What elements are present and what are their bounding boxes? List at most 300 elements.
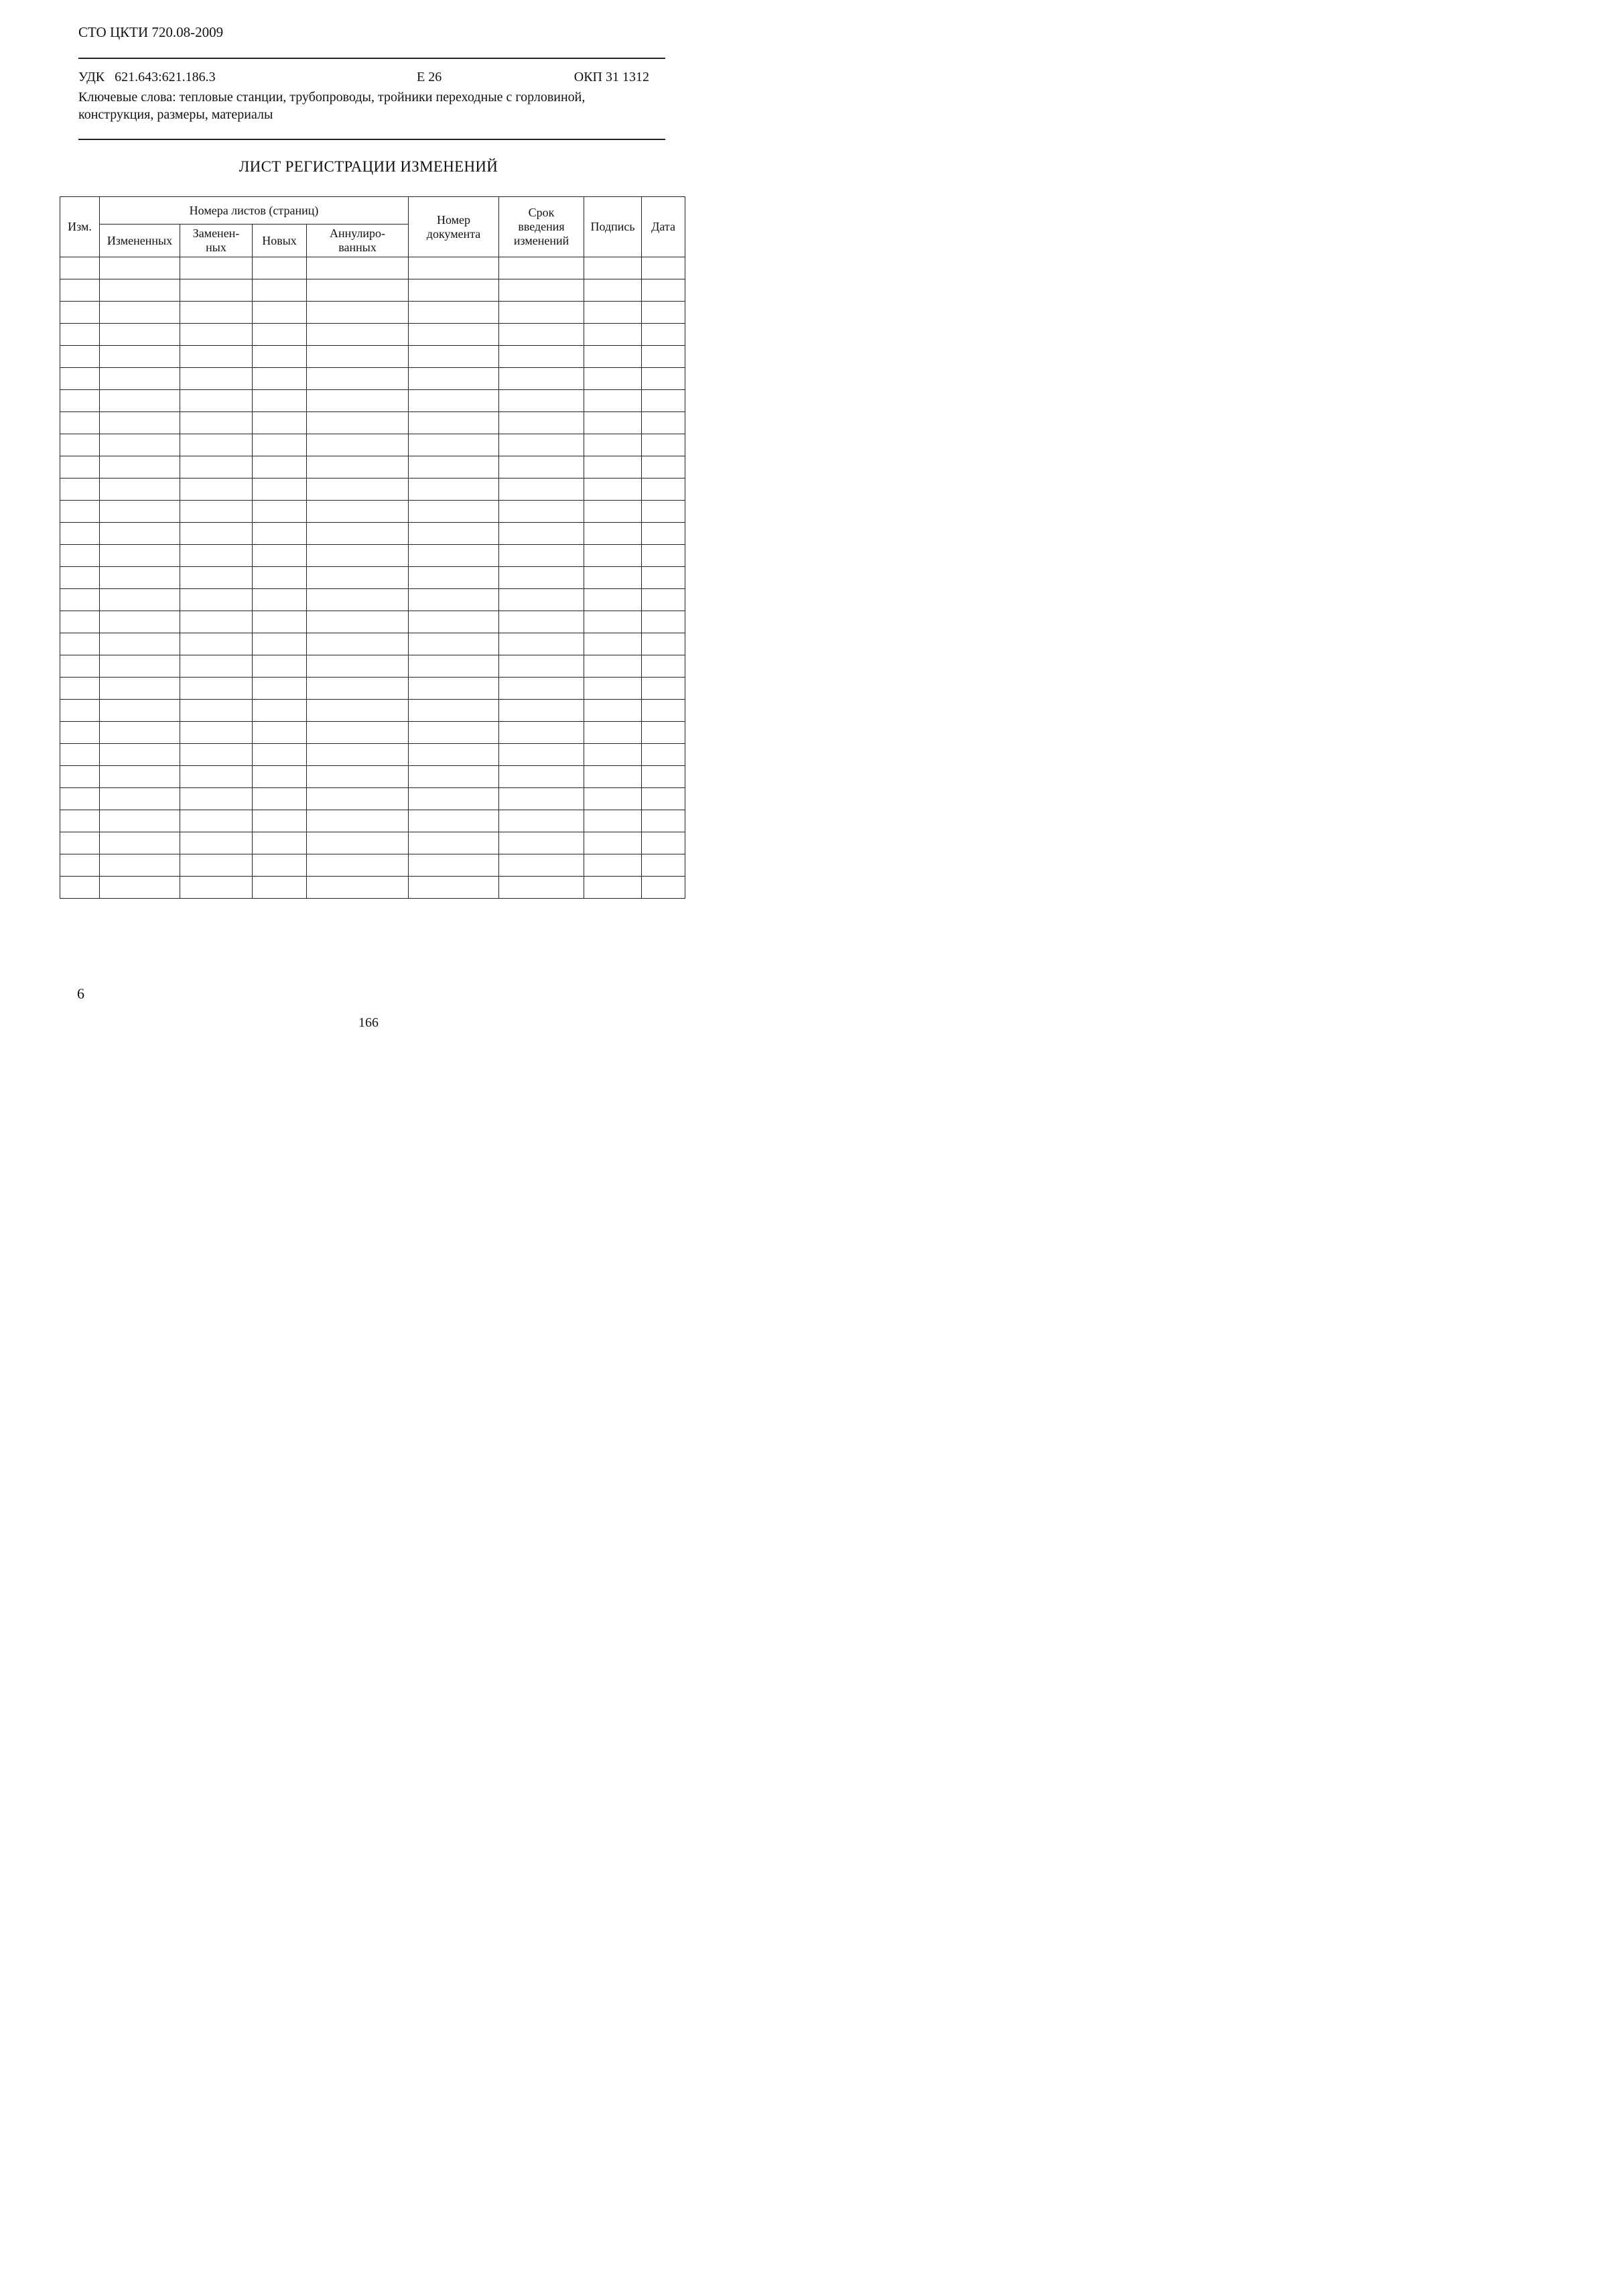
cell-doc-number: [409, 567, 499, 589]
cell-date: [642, 832, 685, 854]
cell-date: [642, 302, 685, 324]
cell-date: [642, 810, 685, 832]
cell-date: [642, 501, 685, 523]
cell-new: [253, 766, 307, 788]
cell-new: [253, 257, 307, 279]
cell-doc-number: [409, 456, 499, 479]
cell-deadline: [499, 279, 584, 302]
cell-izm: [60, 810, 100, 832]
class-code: Е 26: [417, 70, 442, 84]
cell-signature: [584, 611, 642, 633]
cell-deadline: [499, 700, 584, 722]
cell-deadline: [499, 589, 584, 611]
cell-izm: [60, 545, 100, 567]
cell-date: [642, 611, 685, 633]
cell-changed: [100, 501, 180, 523]
cell-annulled: [307, 655, 409, 678]
cell-doc-number: [409, 324, 499, 346]
cell-changed: [100, 368, 180, 390]
cell-replaced: [180, 302, 253, 324]
table-row: [60, 412, 685, 434]
cell-replaced: [180, 456, 253, 479]
cell-date: [642, 766, 685, 788]
cell-date: [642, 257, 685, 279]
cell-new: [253, 479, 307, 501]
cell-replaced: [180, 346, 253, 368]
cell-izm: [60, 501, 100, 523]
cell-new: [253, 655, 307, 678]
keywords: [78, 88, 661, 123]
table-body: [60, 257, 685, 899]
table-row: [60, 434, 685, 456]
cell-changed: [100, 456, 180, 479]
cell-doc-number: [409, 788, 499, 810]
col-header-date: Дата: [642, 197, 685, 257]
cell-replaced: [180, 788, 253, 810]
cell-replaced: [180, 611, 253, 633]
header-rule-top: [78, 58, 665, 59]
cell-doc-number: [409, 368, 499, 390]
cell-replaced: [180, 501, 253, 523]
col-header-doc-number: Номер документа: [409, 197, 499, 257]
col-group-sheet-numbers: Номера листов (страниц): [100, 197, 409, 225]
cell-changed: [100, 788, 180, 810]
table-row: [60, 302, 685, 324]
cell-date: [642, 390, 685, 412]
cell-doc-number: [409, 766, 499, 788]
cell-replaced: [180, 589, 253, 611]
cell-new: [253, 700, 307, 722]
cell-signature: [584, 412, 642, 434]
cell-izm: [60, 324, 100, 346]
cell-signature: [584, 744, 642, 766]
col-header-changed: Измененных: [100, 225, 180, 257]
table-row: [60, 523, 685, 545]
cell-date: [642, 456, 685, 479]
cell-doc-number: [409, 545, 499, 567]
table-row: [60, 479, 685, 501]
cell-izm: [60, 589, 100, 611]
cell-new: [253, 412, 307, 434]
cell-replaced: [180, 523, 253, 545]
cell-signature: [584, 832, 642, 854]
cell-changed: [100, 567, 180, 589]
cell-deadline: [499, 434, 584, 456]
cell-changed: [100, 346, 180, 368]
cell-replaced: [180, 257, 253, 279]
cell-date: [642, 633, 685, 655]
cell-izm: [60, 788, 100, 810]
cell-deadline: [499, 412, 584, 434]
cell-new: [253, 744, 307, 766]
cell-replaced: [180, 678, 253, 700]
cell-doc-number: [409, 611, 499, 633]
cell-signature: [584, 655, 642, 678]
cell-deadline: [499, 456, 584, 479]
table-row: [60, 788, 685, 810]
cell-annulled: [307, 766, 409, 788]
cell-replaced: [180, 744, 253, 766]
cell-changed: [100, 810, 180, 832]
keywords-line-2: конструкция, размеры, материалы: [78, 107, 273, 122]
cell-new: [253, 877, 307, 899]
table-row: [60, 501, 685, 523]
cell-deadline: [499, 611, 584, 633]
cell-replaced: [180, 766, 253, 788]
cell-annulled: [307, 279, 409, 302]
cell-annulled: [307, 810, 409, 832]
cell-changed: [100, 412, 180, 434]
cell-new: [253, 346, 307, 368]
cell-izm: [60, 279, 100, 302]
cell-date: [642, 346, 685, 368]
table-row: [60, 810, 685, 832]
cell-annulled: [307, 257, 409, 279]
cell-doc-number: [409, 390, 499, 412]
cell-replaced: [180, 279, 253, 302]
cell-doc-number: [409, 700, 499, 722]
cell-changed: [100, 854, 180, 877]
cell-new: [253, 611, 307, 633]
cell-annulled: [307, 368, 409, 390]
cell-signature: [584, 877, 642, 899]
table-row: [60, 567, 685, 589]
cell-annulled: [307, 390, 409, 412]
cell-doc-number: [409, 655, 499, 678]
cell-new: [253, 589, 307, 611]
cell-deadline: [499, 722, 584, 744]
cell-deadline: [499, 854, 584, 877]
cell-deadline: [499, 479, 584, 501]
cell-replaced: [180, 832, 253, 854]
cell-signature: [584, 456, 642, 479]
col-header-new: Новых: [253, 225, 307, 257]
cell-doc-number: [409, 279, 499, 302]
table-row: [60, 589, 685, 611]
cell-signature: [584, 545, 642, 567]
cell-annulled: [307, 434, 409, 456]
cell-deadline: [499, 766, 584, 788]
cell-izm: [60, 346, 100, 368]
cell-new: [253, 678, 307, 700]
col-header-replaced: Заменен-ных: [180, 225, 253, 257]
cell-replaced: [180, 412, 253, 434]
cell-signature: [584, 633, 642, 655]
cell-changed: [100, 545, 180, 567]
table-row: [60, 722, 685, 744]
table-row: [60, 678, 685, 700]
cell-doc-number: [409, 412, 499, 434]
cell-deadline: [499, 810, 584, 832]
cell-doc-number: [409, 854, 499, 877]
cell-new: [253, 434, 307, 456]
table-row: [60, 766, 685, 788]
cell-signature: [584, 368, 642, 390]
cell-date: [642, 567, 685, 589]
cell-new: [253, 368, 307, 390]
cell-annulled: [307, 722, 409, 744]
cell-izm: [60, 611, 100, 633]
page-title: ЛИСТ РЕГИСТРАЦИИ ИЗМЕНЕНИЙ: [239, 158, 498, 175]
cell-deadline: [499, 545, 584, 567]
cell-date: [642, 412, 685, 434]
cell-deadline: [499, 257, 584, 279]
cell-signature: [584, 567, 642, 589]
cell-doc-number: [409, 678, 499, 700]
cell-signature: [584, 302, 642, 324]
cell-doc-number: [409, 302, 499, 324]
cell-date: [642, 479, 685, 501]
classification-row: [78, 70, 649, 87]
cell-annulled: [307, 456, 409, 479]
cell-deadline: [499, 744, 584, 766]
cell-new: [253, 545, 307, 567]
table-row: [60, 744, 685, 766]
cell-replaced: [180, 877, 253, 899]
cell-signature: [584, 589, 642, 611]
udk-code: УДК 621.643:621.186.3: [78, 70, 216, 84]
cell-new: [253, 832, 307, 854]
okp-code: ОКП 31 1312: [573, 70, 649, 84]
cell-annulled: [307, 501, 409, 523]
cell-changed: [100, 324, 180, 346]
cell-new: [253, 390, 307, 412]
cell-doc-number: [409, 346, 499, 368]
table-row: [60, 456, 685, 479]
cell-deadline: [499, 633, 584, 655]
cell-deadline: [499, 567, 584, 589]
cell-izm: [60, 744, 100, 766]
cell-changed: [100, 655, 180, 678]
cell-date: [642, 722, 685, 744]
cell-annulled: [307, 744, 409, 766]
col-header-signature: Подпись: [584, 197, 642, 257]
cell-new: [253, 567, 307, 589]
cell-annulled: [307, 854, 409, 877]
cell-izm: [60, 479, 100, 501]
cell-signature: [584, 257, 642, 279]
cell-annulled: [307, 412, 409, 434]
cell-izm: [60, 434, 100, 456]
cell-izm: [60, 722, 100, 744]
page-number-left: 6: [77, 985, 84, 1002]
cell-doc-number: [409, 589, 499, 611]
cell-new: [253, 523, 307, 545]
table-row: [60, 257, 685, 279]
cell-replaced: [180, 854, 253, 877]
cell-izm: [60, 655, 100, 678]
cell-changed: [100, 722, 180, 744]
table-row: [60, 324, 685, 346]
cell-new: [253, 810, 307, 832]
cell-doc-number: [409, 257, 499, 279]
cell-replaced: [180, 633, 253, 655]
cell-signature: [584, 501, 642, 523]
cell-changed: [100, 479, 180, 501]
cell-annulled: [307, 567, 409, 589]
cell-izm: [60, 766, 100, 788]
col-header-izm: Изм.: [60, 197, 100, 257]
cell-annulled: [307, 523, 409, 545]
cell-replaced: [180, 479, 253, 501]
cell-signature: [584, 766, 642, 788]
cell-izm: [60, 700, 100, 722]
cell-changed: [100, 302, 180, 324]
cell-date: [642, 877, 685, 899]
cell-changed: [100, 744, 180, 766]
cell-new: [253, 279, 307, 302]
cell-signature: [584, 434, 642, 456]
cell-signature: [584, 788, 642, 810]
cell-izm: [60, 456, 100, 479]
table-row: [60, 633, 685, 655]
cell-date: [642, 589, 685, 611]
cell-izm: [60, 678, 100, 700]
cell-changed: [100, 678, 180, 700]
cell-replaced: [180, 722, 253, 744]
cell-deadline: [499, 346, 584, 368]
cell-annulled: [307, 611, 409, 633]
cell-replaced: [180, 655, 253, 678]
keywords-line-1: Ключевые слова: тепловые станции, трубопроводы, тройники переходные с горловиной,: [78, 90, 586, 105]
cell-doc-number: [409, 810, 499, 832]
page-number-bottom: 166: [358, 1015, 379, 1030]
cell-izm: [60, 854, 100, 877]
cell-deadline: [499, 523, 584, 545]
cell-changed: [100, 434, 180, 456]
cell-izm: [60, 390, 100, 412]
cell-doc-number: [409, 633, 499, 655]
table-row: [60, 390, 685, 412]
cell-doc-number: [409, 523, 499, 545]
cell-doc-number: [409, 877, 499, 899]
cell-deadline: [499, 501, 584, 523]
cell-date: [642, 434, 685, 456]
cell-annulled: [307, 346, 409, 368]
cell-deadline: [499, 302, 584, 324]
cell-date: [642, 854, 685, 877]
cell-replaced: [180, 390, 253, 412]
cell-izm: [60, 877, 100, 899]
cell-doc-number: [409, 832, 499, 854]
cell-deadline: [499, 655, 584, 678]
cell-date: [642, 678, 685, 700]
cell-izm: [60, 302, 100, 324]
cell-doc-number: [409, 744, 499, 766]
cell-changed: [100, 390, 180, 412]
table-row: [60, 877, 685, 899]
cell-signature: [584, 700, 642, 722]
cell-doc-number: [409, 434, 499, 456]
cell-izm: [60, 257, 100, 279]
cell-replaced: [180, 368, 253, 390]
cell-signature: [584, 324, 642, 346]
cell-signature: [584, 854, 642, 877]
cell-date: [642, 545, 685, 567]
cell-izm: [60, 523, 100, 545]
cell-signature: [584, 390, 642, 412]
cell-changed: [100, 877, 180, 899]
cell-date: [642, 523, 685, 545]
change-registration-table: [60, 196, 685, 899]
cell-changed: [100, 832, 180, 854]
cell-new: [253, 501, 307, 523]
cell-annulled: [307, 633, 409, 655]
cell-izm: [60, 368, 100, 390]
cell-izm: [60, 832, 100, 854]
table-row: [60, 655, 685, 678]
cell-changed: [100, 279, 180, 302]
cell-replaced: [180, 545, 253, 567]
cell-annulled: [307, 700, 409, 722]
cell-changed: [100, 611, 180, 633]
cell-replaced: [180, 324, 253, 346]
cell-deadline: [499, 877, 584, 899]
cell-replaced: [180, 567, 253, 589]
cell-changed: [100, 700, 180, 722]
document-code: СТО ЦКТИ 720.08-2009: [78, 24, 224, 40]
cell-deadline: [499, 678, 584, 700]
cell-signature: [584, 722, 642, 744]
cell-date: [642, 324, 685, 346]
cell-date: [642, 655, 685, 678]
cell-signature: [584, 479, 642, 501]
cell-deadline: [499, 788, 584, 810]
header-rule-bottom: [78, 139, 665, 140]
table-row: [60, 611, 685, 633]
table-row: [60, 832, 685, 854]
cell-deadline: [499, 324, 584, 346]
cell-annulled: [307, 788, 409, 810]
cell-deadline: [499, 832, 584, 854]
cell-signature: [584, 279, 642, 302]
cell-annulled: [307, 678, 409, 700]
cell-date: [642, 279, 685, 302]
cell-izm: [60, 567, 100, 589]
cell-annulled: [307, 589, 409, 611]
cell-annulled: [307, 877, 409, 899]
cell-changed: [100, 633, 180, 655]
cell-changed: [100, 523, 180, 545]
cell-signature: [584, 810, 642, 832]
table-row: [60, 279, 685, 302]
cell-signature: [584, 523, 642, 545]
cell-new: [253, 633, 307, 655]
cell-signature: [584, 346, 642, 368]
table-row: [60, 368, 685, 390]
cell-replaced: [180, 700, 253, 722]
cell-izm: [60, 412, 100, 434]
cell-changed: [100, 589, 180, 611]
col-header-deadline: Срок введения изменений: [499, 197, 584, 257]
cell-annulled: [307, 324, 409, 346]
table-row: [60, 854, 685, 877]
cell-signature: [584, 678, 642, 700]
cell-new: [253, 324, 307, 346]
cell-changed: [100, 257, 180, 279]
cell-new: [253, 722, 307, 744]
cell-new: [253, 302, 307, 324]
table-row: [60, 346, 685, 368]
cell-new: [253, 854, 307, 877]
cell-annulled: [307, 479, 409, 501]
cell-replaced: [180, 434, 253, 456]
table-row: [60, 700, 685, 722]
cell-new: [253, 788, 307, 810]
cell-date: [642, 368, 685, 390]
cell-changed: [100, 766, 180, 788]
table-row: [60, 545, 685, 567]
